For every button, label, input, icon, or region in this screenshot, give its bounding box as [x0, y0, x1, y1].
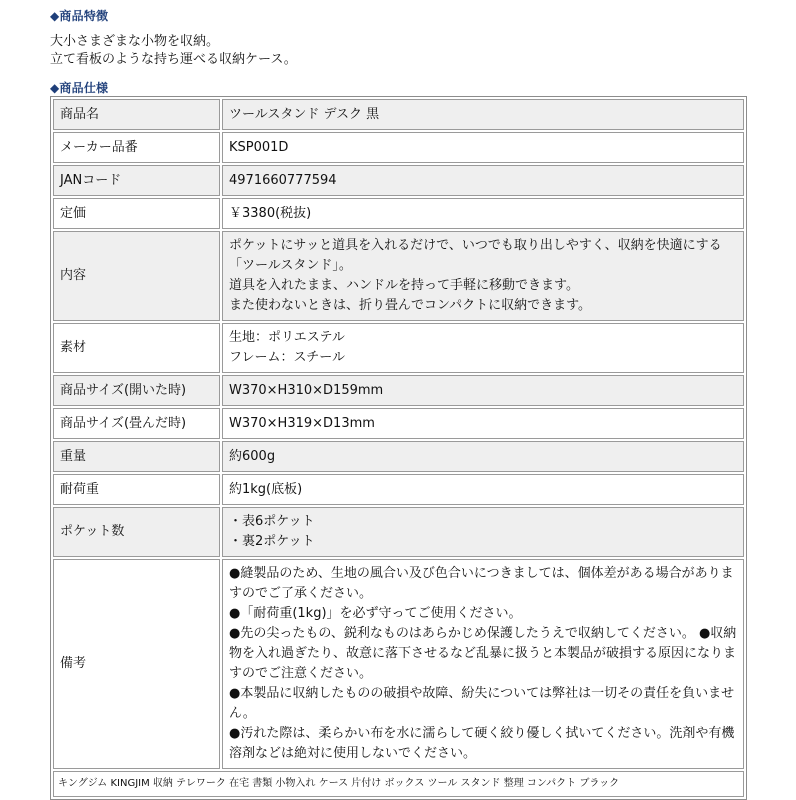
spec-value: 約600g [222, 441, 744, 472]
spec-label: 商品サイズ(開いた時) [53, 375, 220, 406]
notes-line: ●汚れた際は、柔らかい布を水に濡らして硬く絞り優しく拭いてください。洗剤や有機 [229, 726, 735, 741]
spec-label: JANコード [53, 165, 220, 196]
notes-line: ●「耐荷重(1kg)」を必ず守ってご使用ください。 [229, 606, 522, 621]
spec-row-size-folded [53, 408, 744, 439]
spec-value: ツールスタンド デスク 黒 [222, 99, 744, 130]
spec-label: 素材 [53, 323, 220, 373]
spec-row-jan [53, 165, 744, 196]
material-line: 生地：ポリエステル [229, 330, 345, 345]
features-heading: ◆商品特徴 [50, 9, 109, 23]
notes-line: 溶剤などは絶対に使用しないでください。 [229, 746, 477, 761]
spec-label: 定価 [53, 198, 220, 229]
contents-line: また使わないときは、折り畳んでコンパクトに収納できます。 [229, 298, 592, 313]
spec-value: W370×H319×D13mm [222, 408, 744, 439]
keywords-row [53, 771, 744, 797]
spec-row-name [53, 99, 744, 130]
spec-value: 4971660777594 [222, 165, 744, 196]
spec-row-load [53, 474, 744, 505]
spec-value [222, 231, 744, 321]
pockets-line: ・裏2ポケット [229, 534, 315, 549]
spec-label: 商品サイズ(畳んだ時) [53, 408, 220, 439]
spec-row-contents [53, 231, 744, 321]
spec-label: 耐荷重 [53, 474, 220, 505]
spec-table [50, 96, 747, 800]
spec-row-size-open [53, 375, 744, 406]
notes-line: ●縫製品のため、生地の風合い及び色合いにつきましては、個体差がある場合がありま [229, 566, 734, 581]
spec-row-weight [53, 441, 744, 472]
spec-value [222, 559, 744, 769]
notes-line: ん。 [229, 706, 256, 721]
spec-label: 備考 [53, 559, 220, 769]
feature-line: 大小さまざまな小物を収納。 [50, 34, 220, 49]
spec-value [222, 507, 744, 557]
notes-line: 物を入れ過ぎたり、故意に落下させるなど乱暴に扱うと本製品が破損する原因になりま [229, 646, 737, 661]
notes-line: ●本製品に収納したものの破損や故障、紛失については弊社は一切その責任を負いませ [229, 686, 735, 701]
spec-value: W370×H310×D159mm [222, 375, 744, 406]
contents-line: ポケットにサッと道具を入れるだけで、いつでも取り出しやすく、収納を快適にする [229, 238, 722, 253]
spec-label: 商品名 [53, 99, 220, 130]
notes-line: すのでご了承ください。 [229, 586, 373, 601]
spec-label: 重量 [53, 441, 220, 472]
spec-value [222, 323, 744, 373]
spec-value: 約1kg(底板) [222, 474, 744, 505]
spec-row-material [53, 323, 744, 373]
spec-label: ポケット数 [53, 507, 220, 557]
keywords-text: キングジム KINGJIM 収納 テレワーク 在宅 書類 小物入れ ケース 片付け ボックス ツール スタンド 整理 コンパクト ブラック [53, 771, 744, 797]
contents-line: 道具を入れたまま、ハンドルを持って手軽に移動できます。 [229, 278, 579, 293]
spec-row-pockets [53, 507, 744, 557]
spec-label: メーカー品番 [53, 132, 220, 163]
pockets-line: ・表6ポケット [229, 514, 315, 529]
notes-line: すのでご注意ください。 [229, 666, 373, 681]
features-text [50, 33, 297, 69]
material-line: フレーム：スチール [229, 350, 345, 365]
spec-heading: ◆商品仕様 [50, 81, 109, 95]
spec-row-model [53, 132, 744, 163]
spec-value: KSP001D [222, 132, 744, 163]
spec-value: ￥3380(税抜) [222, 198, 744, 229]
contents-line: 「ツールスタンド」。 [229, 258, 352, 273]
spec-label: 内容 [53, 231, 220, 321]
spec-row-price [53, 198, 744, 229]
spec-row-notes [53, 559, 744, 769]
feature-line: 立て看板のような持ち運べる収納ケース。 [50, 52, 297, 67]
notes-line: ●先の尖ったもの、鋭利なものはあらかじめ保護したうえで収納してください。 ●収納 [229, 626, 737, 641]
